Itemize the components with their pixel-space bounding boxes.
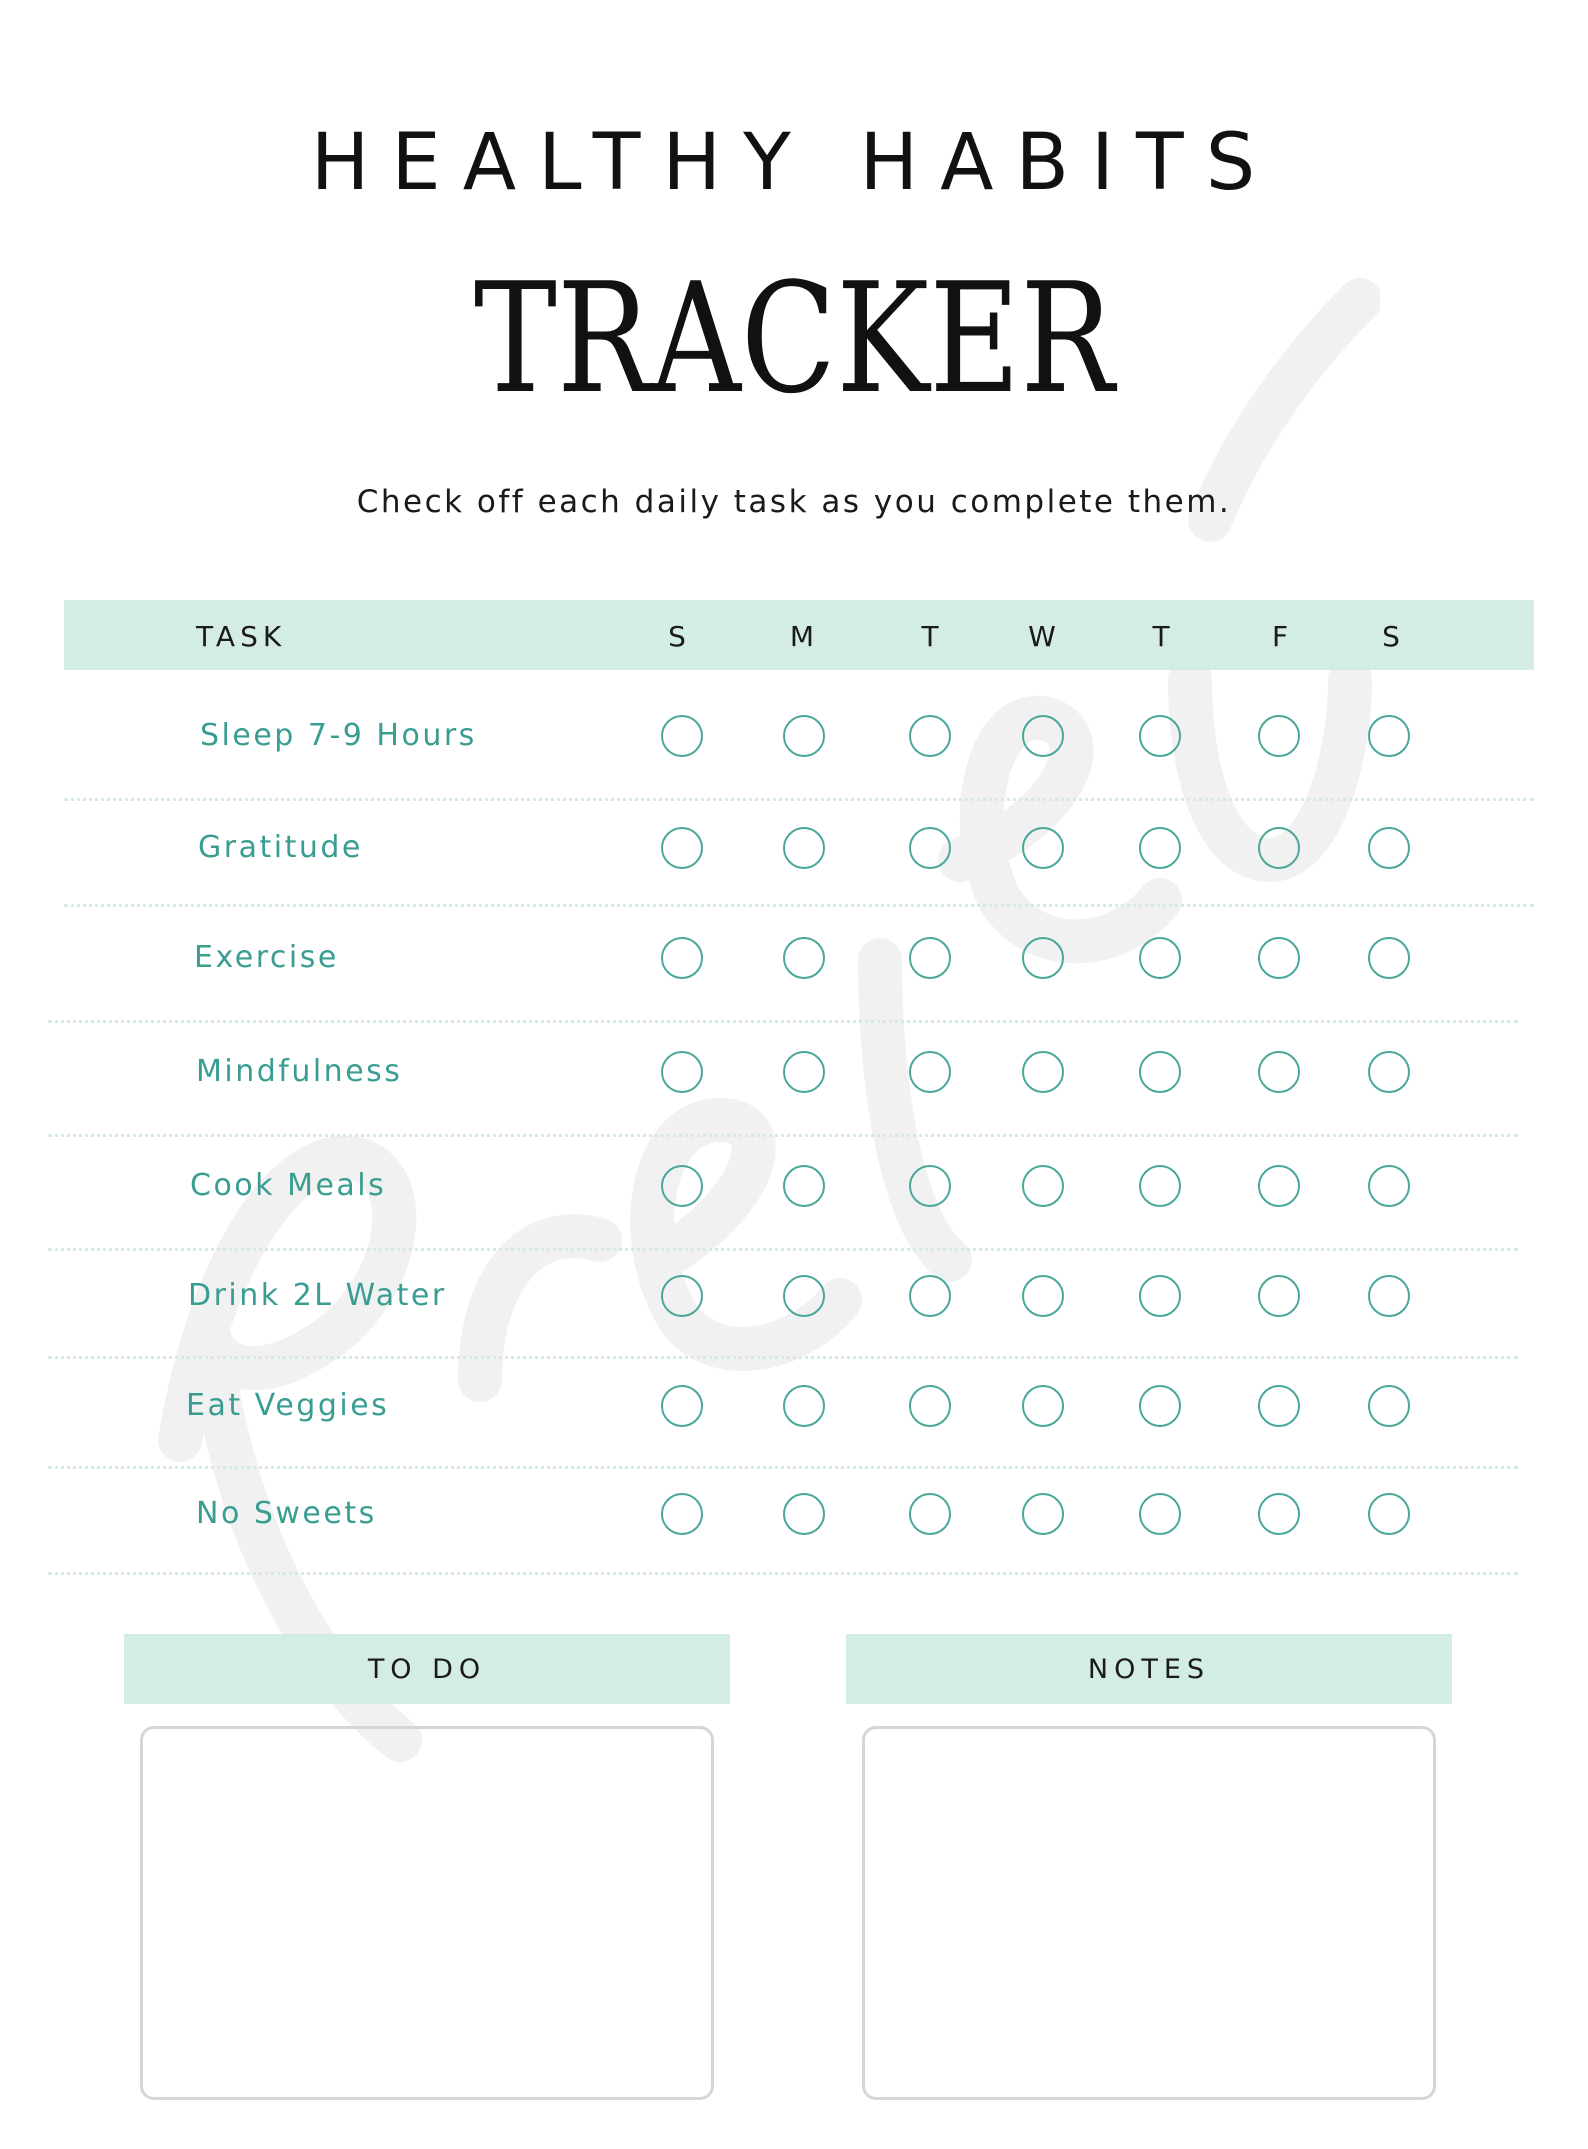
task-check-circle[interactable] xyxy=(1139,1275,1181,1317)
day-header-tuesday: T xyxy=(921,620,939,653)
task-check-circle[interactable] xyxy=(661,1493,703,1535)
task-label: No Sweets xyxy=(196,1496,377,1531)
row-divider xyxy=(64,798,1534,801)
task-check-circle[interactable] xyxy=(1139,1493,1181,1535)
task-check-circle[interactable] xyxy=(1022,1385,1064,1427)
day-header-sunday: S xyxy=(668,620,686,653)
task-check-circle[interactable] xyxy=(1139,1385,1181,1427)
table-header-bar xyxy=(64,600,1534,670)
row-divider xyxy=(48,1466,1518,1469)
task-check-circle[interactable] xyxy=(1368,1051,1410,1093)
task-check-circle[interactable] xyxy=(661,1275,703,1317)
task-check-circle[interactable] xyxy=(1258,715,1300,757)
task-check-circle[interactable] xyxy=(1258,1385,1300,1427)
todo-box[interactable] xyxy=(140,1726,714,2100)
row-divider xyxy=(48,1020,1518,1023)
title-healthy-habits: HEALTHY HABITS xyxy=(310,118,1278,208)
task-check-circle[interactable] xyxy=(1258,1275,1300,1317)
day-header-thursday: T xyxy=(1152,620,1170,653)
task-label: Eat Veggies xyxy=(186,1388,390,1423)
task-check-circle[interactable] xyxy=(1258,1493,1300,1535)
notes-box[interactable] xyxy=(862,1726,1436,2100)
row-divider xyxy=(48,1248,1518,1251)
task-check-circle[interactable] xyxy=(1368,1165,1410,1207)
task-check-circle[interactable] xyxy=(661,715,703,757)
row-divider xyxy=(48,1356,1518,1359)
task-check-circle[interactable] xyxy=(1258,937,1300,979)
day-header-friday: F xyxy=(1271,620,1289,653)
task-check-circle[interactable] xyxy=(661,1165,703,1207)
task-check-circle[interactable] xyxy=(1139,1051,1181,1093)
task-check-circle[interactable] xyxy=(1022,1051,1064,1093)
task-check-circle[interactable] xyxy=(909,1385,951,1427)
task-check-circle[interactable] xyxy=(661,1385,703,1427)
task-check-circle[interactable] xyxy=(783,1051,825,1093)
task-check-circle[interactable] xyxy=(783,1165,825,1207)
task-label: Cook Meals xyxy=(190,1168,387,1203)
task-check-circle[interactable] xyxy=(1368,1385,1410,1427)
task-check-circle[interactable] xyxy=(909,937,951,979)
task-check-circle[interactable] xyxy=(1258,1051,1300,1093)
task-check-circle[interactable] xyxy=(783,1275,825,1317)
task-check-circle[interactable] xyxy=(783,1493,825,1535)
task-check-circle[interactable] xyxy=(783,937,825,979)
task-check-circle[interactable] xyxy=(1022,1275,1064,1317)
task-check-circle[interactable] xyxy=(1022,1493,1064,1535)
task-label: Drink 2L Water xyxy=(188,1278,447,1313)
task-check-circle[interactable] xyxy=(783,1385,825,1427)
task-check-circle[interactable] xyxy=(661,937,703,979)
title-tracker: TRACKER xyxy=(473,250,1115,427)
task-check-circle[interactable] xyxy=(909,715,951,757)
task-check-circle[interactable] xyxy=(1368,827,1410,869)
task-label: Exercise xyxy=(194,940,339,975)
task-check-circle[interactable] xyxy=(1022,715,1064,757)
task-check-circle[interactable] xyxy=(661,1051,703,1093)
task-column-header: TASK xyxy=(196,620,287,653)
instructions-subtitle: Check off each daily task as you complete them. xyxy=(356,484,1232,520)
task-check-circle[interactable] xyxy=(909,1165,951,1207)
row-divider xyxy=(48,1134,1518,1137)
task-check-circle[interactable] xyxy=(1022,937,1064,979)
task-check-circle[interactable] xyxy=(1258,827,1300,869)
task-label: Gratitude xyxy=(198,830,363,865)
task-check-circle[interactable] xyxy=(1139,715,1181,757)
day-header-wednesday: W xyxy=(1028,620,1056,653)
task-check-circle[interactable] xyxy=(909,827,951,869)
task-check-circle[interactable] xyxy=(1139,1165,1181,1207)
task-check-circle[interactable] xyxy=(909,1051,951,1093)
task-label: Sleep 7-9 Hours xyxy=(200,718,477,753)
task-check-circle[interactable] xyxy=(1139,827,1181,869)
task-check-circle[interactable] xyxy=(1022,827,1064,869)
task-check-circle[interactable] xyxy=(1368,937,1410,979)
todo-header: TO DO xyxy=(124,1634,730,1704)
task-check-circle[interactable] xyxy=(909,1275,951,1317)
task-check-circle[interactable] xyxy=(783,715,825,757)
task-check-circle[interactable] xyxy=(1368,1493,1410,1535)
notes-header: NOTES xyxy=(846,1634,1452,1704)
task-label: Mindfulness xyxy=(196,1054,403,1089)
task-check-circle[interactable] xyxy=(661,827,703,869)
row-divider xyxy=(64,904,1534,907)
task-check-circle[interactable] xyxy=(1368,715,1410,757)
task-check-circle[interactable] xyxy=(1139,937,1181,979)
row-divider xyxy=(48,1572,1518,1575)
day-header-monday: M xyxy=(789,620,815,653)
task-check-circle[interactable] xyxy=(1022,1165,1064,1207)
task-check-circle[interactable] xyxy=(783,827,825,869)
task-check-circle[interactable] xyxy=(909,1493,951,1535)
day-header-saturday: S xyxy=(1382,620,1400,653)
task-check-circle[interactable] xyxy=(1368,1275,1410,1317)
task-check-circle[interactable] xyxy=(1258,1165,1300,1207)
